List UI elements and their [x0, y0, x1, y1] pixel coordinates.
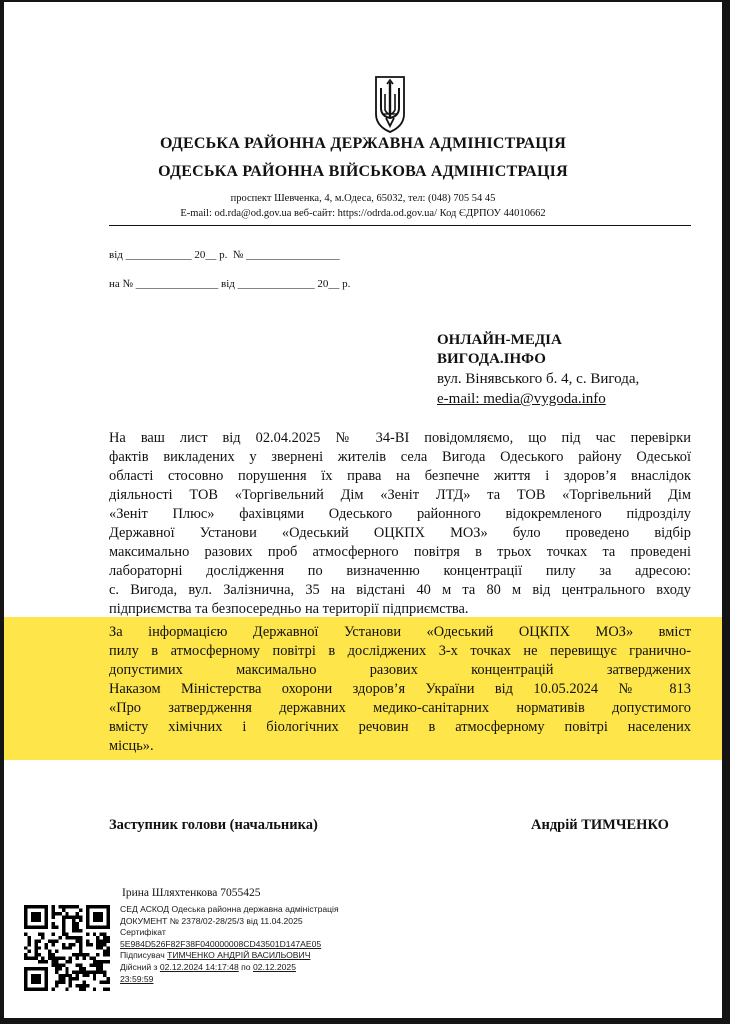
trident-coat-of-arms-icon	[370, 74, 410, 134]
recipient-name-line2: ВИГОДА.ІНФО	[437, 351, 546, 367]
stamp-valid-label: Дійсний з	[120, 961, 160, 972]
paragraph-line: вмісту хімічних і біологічних речовин в атмосферному повітрі населених	[109, 719, 691, 735]
body-paragraph-1	[109, 429, 691, 619]
paragraph-line: місць».	[109, 738, 154, 754]
stamp-valid-time: 23:59:59	[120, 973, 154, 984]
paragraph-line: підприємства та безпосередньо на території підприємства.	[109, 601, 469, 617]
stamp-valid-from: 02.12.2024 14:17:48	[159, 961, 239, 972]
stamp-validity-line	[120, 962, 339, 974]
stamp-valid-to: 02.12.2025	[252, 961, 296, 972]
paragraph-line: пилу в атмосферному повітрі в досліджених 3-х точках не перевищує гранично-	[109, 643, 691, 659]
paragraph-line: діяльності ТОВ «Торгівельний Дім «Зеніт ЛТД» та ТОВ «Торгівельний Дім	[109, 487, 691, 503]
recipient-email: e-mail: media@vygoda.info	[437, 391, 606, 407]
outgoing-registration-line: від ____________ 20__ р. № _________________	[109, 249, 340, 261]
paragraph-line: Наказом Міністерства охорони здоров’я України від 10.05.2024 № 813	[109, 681, 691, 697]
header-contacts: E-mail: od.rda@od.gov.ua веб-сайт: https://odrda.od.gov.ua/ Код ЄДРПОУ 44010662	[180, 208, 546, 219]
body-paragraph-2	[109, 623, 691, 756]
stamp-signer-name: ТИМЧЕНКО АНДРІЙ ВАСИЛЬОВИЧ	[167, 950, 311, 961]
recipient-name-line1: ОНЛАЙН-МЕДІА	[437, 332, 562, 348]
paragraph-line: області стосовно порушення їх права на безпечне життя і здоров’я внаслідок	[109, 468, 691, 484]
stamp-signer-label: Підписувач	[120, 950, 168, 961]
header-title-state-administration: ОДЕСЬКА РАЙОННА ДЕРЖАВНА АДМІНІСТРАЦІЯ	[159, 135, 567, 152]
paragraph-line: допустимих максимально разових концентрацій затверджених	[109, 662, 691, 678]
paragraph-line: «Зеніт Плюс» фахівцями Одеського районного відокремленого підрозділу	[109, 506, 691, 522]
recipient-address: вул. Вінявського б. 4, с. Вигода,	[437, 371, 640, 387]
paragraph-line: За інформацією Державної Установи «Одеський ОЦКПХ МОЗ» вміст	[109, 624, 691, 640]
paragraph-line: На ваш лист від 02.04.2025 № 34-ВІ повідомляємо, що під час перевірки	[109, 430, 691, 446]
paragraph-line: лабораторні дослідження по визначенню концентрації пилу за адресою:	[109, 563, 691, 579]
stamp-certificate-label: Сертифікат	[120, 927, 166, 938]
incoming-reference-line: на № _______________ від ______________ 20__ р.	[109, 278, 351, 290]
stamp-certificate-id: 5E984D526F82F38F040000008CD43501D147AE05	[120, 938, 322, 949]
stamp-document-number: ДОКУМЕНТ № 2378/02-28/25/3 від 11.04.2025	[120, 915, 303, 926]
header-address: проспект Шевченка, 4, м.Одеса, 65032, тел: (048) 705 54 45	[230, 193, 496, 204]
header-title-military-administration: ОДЕСЬКА РАЙОННА ВІЙСЬКОВА АДМІНІСТРАЦІЯ	[158, 163, 568, 180]
signatory-position: Заступник голови (начальника)	[109, 817, 318, 833]
paragraph-line: фактів викладених у звернені жителів села Вигода Одеського району Одеської	[109, 449, 691, 465]
paragraph-line: максимально разових проб атмосферного повітря в трьох точках та проведені	[109, 544, 691, 560]
header-divider	[109, 225, 691, 226]
stamp-signer-line	[120, 950, 339, 962]
paragraph-line: «Про затвердження державних медико-санітарних нормативів допустимого	[109, 700, 691, 716]
stamp-system: СЕД АСКОД Одеська районна державна адміністрація	[120, 904, 339, 914]
stamp-valid-separator: по	[238, 961, 253, 972]
electronic-signature-stamp	[120, 904, 339, 985]
document-page	[4, 2, 722, 1018]
signatory-name: Андрій ТИМЧЕНКО	[531, 817, 669, 833]
executor-info: Ірина Шляхтенкова 7055425	[122, 887, 261, 899]
paragraph-line: Державної Установи «Одеський ОЦКПХ МОЗ» було проведено відбір	[109, 525, 691, 541]
paragraph-line: с. Вигода, вул. Залізнична, 35 на відстані 40 м та 80 м від центрального входу	[109, 582, 691, 598]
qr-code-icon	[24, 905, 110, 991]
